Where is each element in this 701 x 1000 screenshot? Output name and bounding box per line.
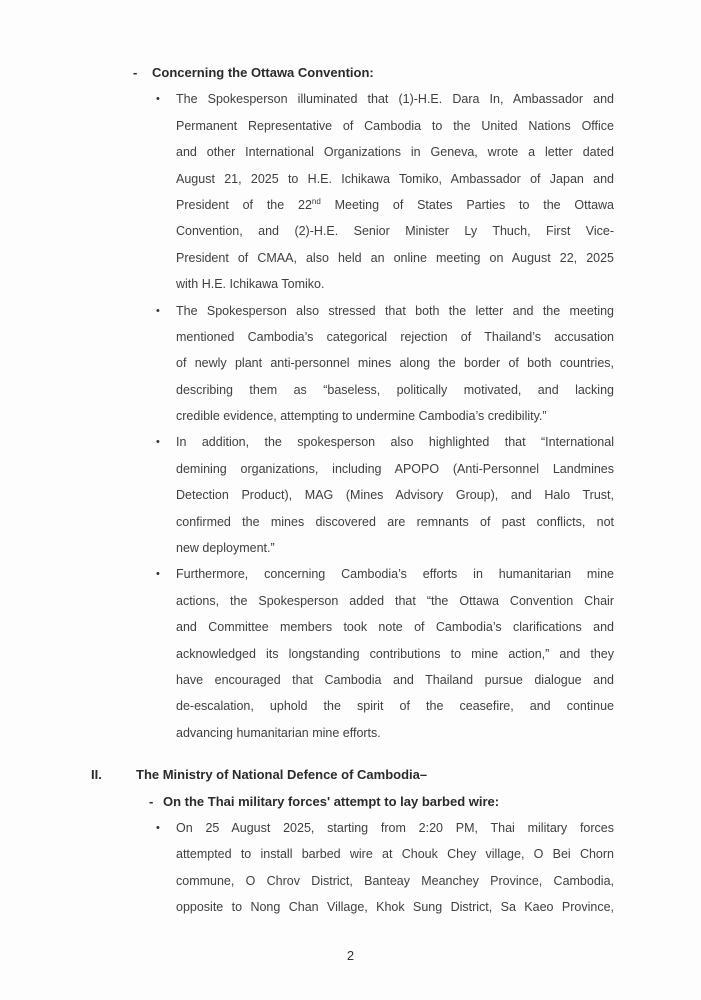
paragraph-lines: [176, 815, 614, 921]
text-line: confirmed the mines discovered are remnants of past conflicts, not: [176, 514, 614, 529]
section2: [0, 762, 701, 920]
text-line: have encouraged that Cambodia and Thailand pursue dialogue and: [176, 672, 614, 687]
bullet-paragraph: [0, 815, 701, 921]
bullet-icon: •: [156, 568, 160, 581]
text-line: opposite to Nong Chan Village, Khok Sung District, Sa Kaeo Province,: [176, 900, 614, 915]
paragraph-lines: [176, 86, 614, 297]
text-line: The Spokesperson illuminated that (1)-H.E. Dara In, Ambassador and: [176, 92, 614, 107]
text-line: commune, O Chrov District, Banteay Meanchey Province, Cambodia,: [176, 873, 614, 888]
text-line: and Committee members took note of Cambodia’s clarifications and: [176, 620, 614, 635]
bullet-paragraph: [0, 298, 701, 430]
bullet-paragraph: [0, 561, 701, 746]
text-line: In addition, the spokesperson also highlighted that “International: [176, 435, 614, 450]
section2-subheading-row: [0, 789, 701, 815]
text-segment: President of the 22: [176, 197, 312, 212]
text-line: acknowledged its longstanding contributions to mine action,” and they: [176, 646, 614, 661]
paragraph-lines: [176, 561, 614, 746]
text-line: credible evidence, attempting to undermine Cambodia’s credibility.”: [176, 409, 547, 424]
text-line: of newly plant anti-personnel mines along the border of both countries,: [176, 356, 614, 371]
page-number: 2: [346, 948, 355, 963]
text-line: [176, 192, 614, 218]
paragraph-lines: [176, 298, 614, 430]
text-segment: Meeting of States Parties to the Ottawa: [320, 197, 614, 212]
text-line: Detection Product), MAG (Mines Advisory Group), and Halo Trust,: [176, 488, 614, 503]
dash-marker: -: [149, 793, 154, 809]
section1-heading-row: [0, 60, 701, 86]
text-line: and other International Organizations in Geneva, wrote a letter dated: [176, 145, 614, 160]
bullet-icon: •: [156, 436, 160, 449]
text-line: President of CMAA, also held an online meeting on August 22, 2025: [176, 250, 614, 265]
section1-heading: Concerning the Ottawa Convention:: [152, 65, 374, 80]
document-body: [0, 60, 701, 921]
text-line: Furthermore, concerning Cambodia’s efforts in humanitarian mine: [176, 567, 614, 582]
text-line: August 21, 2025 to H.E. Ichikawa Tomiko, Ambassador of Japan and: [176, 171, 614, 186]
text-line: Convention, and (2)-H.E. Senior Minister Ly Thuch, First Vice-: [176, 224, 614, 239]
text-line: describing them as “baseless, politically motivated, and lacking: [176, 382, 614, 397]
text-line: actions, the Spokesperson added that “the Ottawa Convention Chair: [176, 593, 614, 608]
bullet-paragraph: [0, 86, 701, 297]
text-line: attempted to install barbed wire at Chouk Chey village, O Bei Chorn: [176, 847, 614, 862]
text-line: advancing humanitarian mine efforts.: [176, 725, 381, 740]
dash-marker: -: [133, 65, 138, 80]
paragraph-lines: [176, 429, 614, 561]
text-line: demining organizations, including APOPO (Anti-Personnel Landmines: [176, 461, 614, 476]
text-line: mentioned Cambodia’s categorical rejection of Thailand’s accusation: [176, 329, 614, 344]
bullet-paragraph: [0, 429, 701, 561]
ordinal-superscript: nd: [311, 196, 321, 206]
text-line: de-escalation, uphold the spirit of the ceasefire, and continue: [176, 699, 614, 714]
text-line: On 25 August 2025, starting from 2:20 PM, Thai military forces: [176, 820, 614, 835]
section2-heading-row: [0, 762, 701, 788]
bullet-icon: •: [156, 304, 160, 317]
text-line: new deployment.”: [176, 541, 275, 556]
text-line: Permanent Representative of Cambodia to the United Nations Office: [176, 118, 614, 133]
bullet-icon: •: [156, 93, 160, 106]
roman-numeral: II.: [91, 767, 102, 783]
bullet-icon: •: [156, 821, 160, 834]
section2-heading: The Ministry of National Defence of Cambodia–: [136, 767, 428, 783]
text-line: The Spokesperson also stressed that both the letter and the meeting: [176, 303, 614, 318]
section2-subheading: On the Thai military forces' attempt to lay barbed wire:: [163, 793, 500, 809]
text-line: with H.E. Ichikawa Tomiko.: [176, 277, 325, 292]
